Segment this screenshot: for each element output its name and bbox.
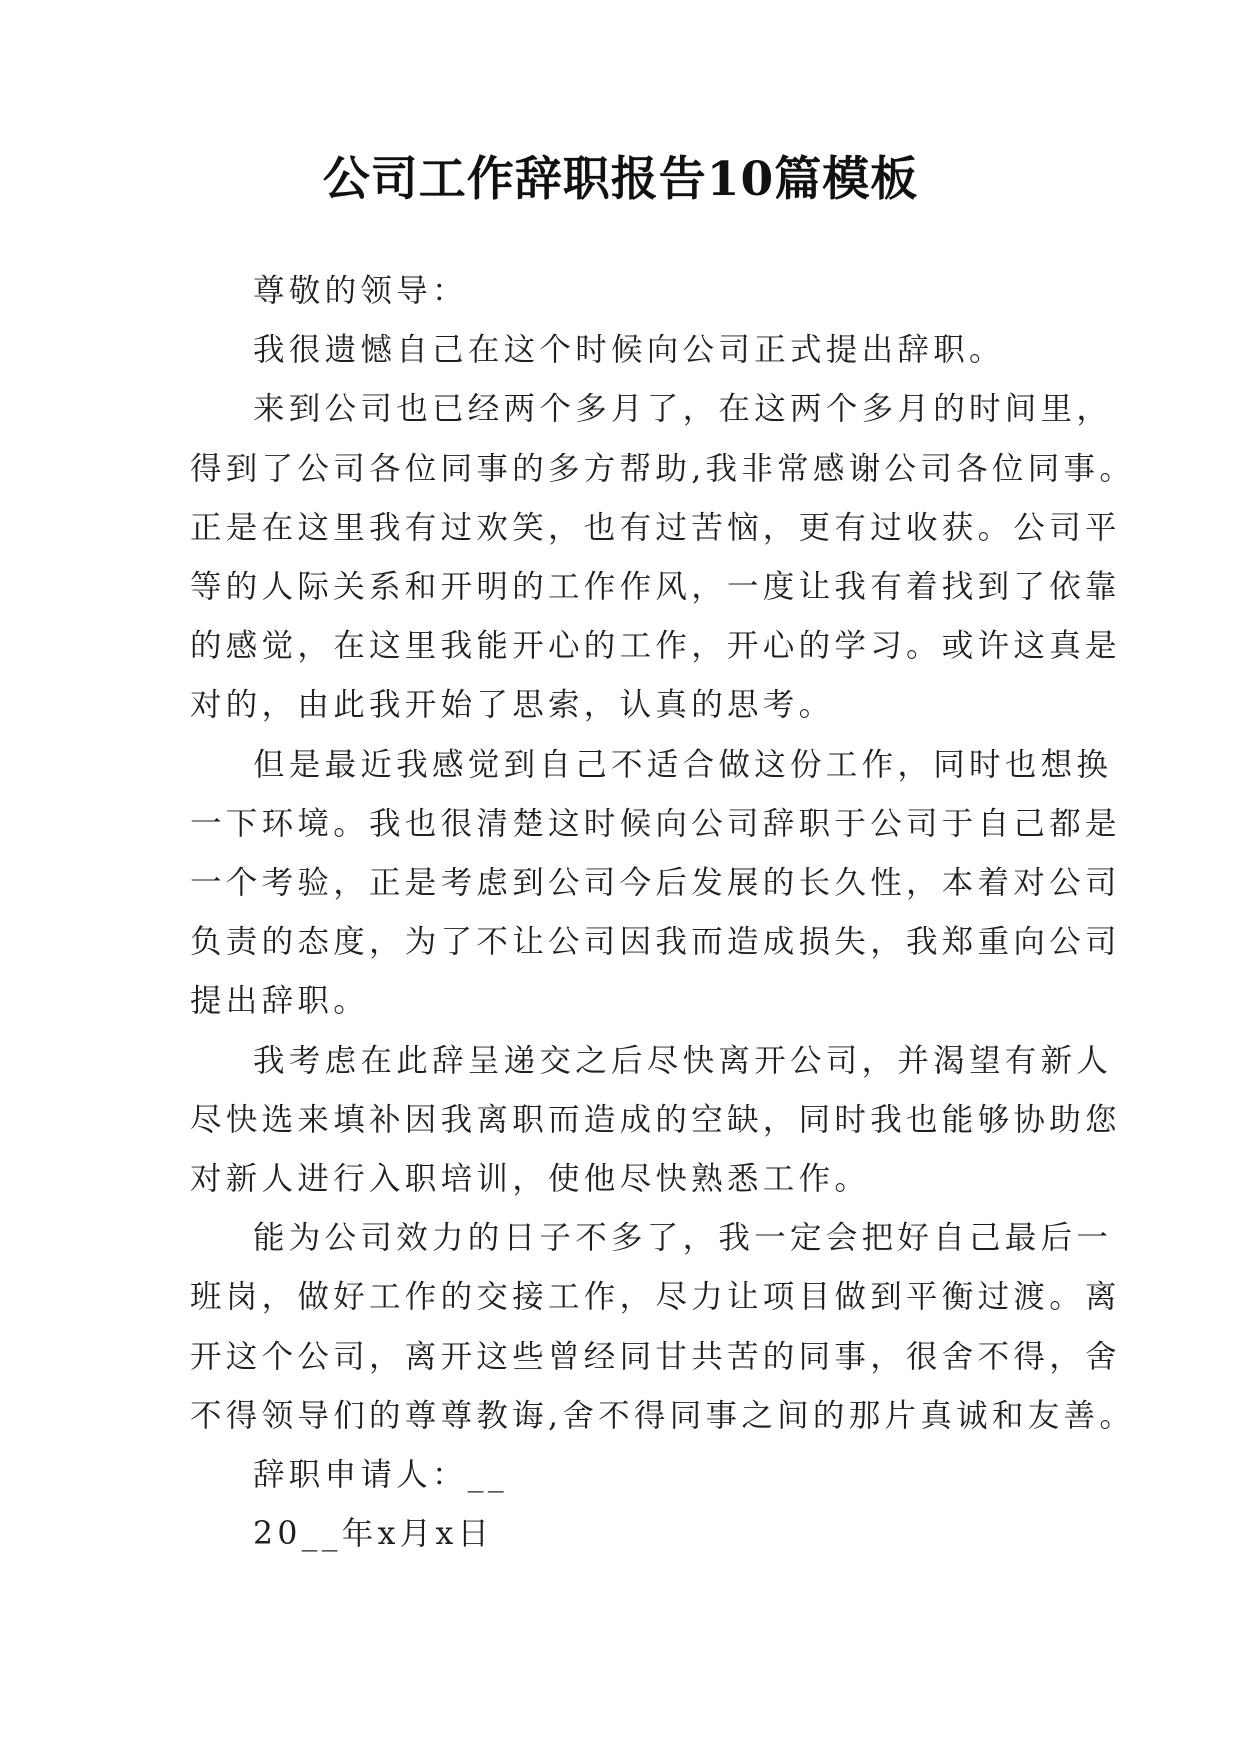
document-body — [190, 262, 1136, 1564]
paragraph-line: 对新人进行入职培训，使他尽快熟悉工作。 — [190, 1161, 871, 1198]
paragraph-line: 等的人际关系和开明的工作作风，一度让我有着找到了依靠 — [190, 569, 1121, 606]
paragraph-line: 我考虑在此辞呈递交之后尽快离开公司，并渴望有新人 — [253, 1042, 1113, 1079]
paragraph-line: 对的，由此我开始了思索，认真的思考。 — [190, 687, 835, 724]
paragraph-line: 尽快选来填补因我离职而造成的空缺，同时我也能够协助您 — [190, 1101, 1121, 1138]
paragraph-line: 但是最近我感觉到自己不适合做这份工作，同时也想换 — [253, 746, 1113, 783]
paragraph-line: 能为公司效力的日子不多了，我一定会把好自己最后一 — [253, 1220, 1113, 1257]
paragraph-line: 得到了公司各位同事的多方帮助,我非常感谢公司各位同事。 — [190, 450, 1136, 487]
paragraph-1 — [190, 321, 1066, 380]
paragraph-line: 一个考验，正是考虑到公司今后发展的长久性，本着对公司 — [190, 865, 1121, 902]
paragraph-line: 的感觉，在这里我能开心的工作，开心的学习。或许这真是 — [190, 628, 1121, 665]
paragraph-line: 来到公司也已经两个多月了，在这两个多月的时间里， — [253, 391, 1113, 428]
paragraph-line: 正是在这里我有过欢笑，也有过苦恼，更有过收获。公司平 — [190, 509, 1121, 546]
paragraph-3 — [190, 736, 1121, 1032]
paragraph-line: 开这个公司，离开这些曾经同甘共苦的同事，很舍不得，舍 — [190, 1338, 1121, 1375]
paragraph-line: 负责的态度，为了不让公司因我而造成损失，我郑重向公司 — [190, 924, 1121, 961]
paragraph-line: 提出辞职。 — [190, 983, 370, 1020]
paragraph-line: 班岗，做好工作的交接工作，尽力让项目做到平衡过渡。离 — [190, 1279, 1121, 1316]
paragraph-line: 不得领导们的尊尊教诲,舍不得同事之间的那片真诚和友善。 — [190, 1397, 1136, 1434]
signature-line: 辞职申请人：__ — [253, 1457, 508, 1494]
paragraph-line: 我很遗憾自己在这个时候向公司正式提出辞职。 — [253, 332, 1005, 369]
paragraph-line: 一下环境。我也很清楚这时候向公司辞职于公司于自己都是 — [190, 805, 1121, 842]
document-title: 公司工作辞职报告10篇模板 — [322, 152, 919, 207]
date-line: 20__年x月x日 — [253, 1516, 494, 1553]
paragraph-2 — [190, 380, 1136, 735]
paragraph-4 — [190, 1032, 1121, 1210]
salutation: 尊敬的领导： — [253, 273, 468, 309]
paragraph-5 — [190, 1209, 1136, 1446]
